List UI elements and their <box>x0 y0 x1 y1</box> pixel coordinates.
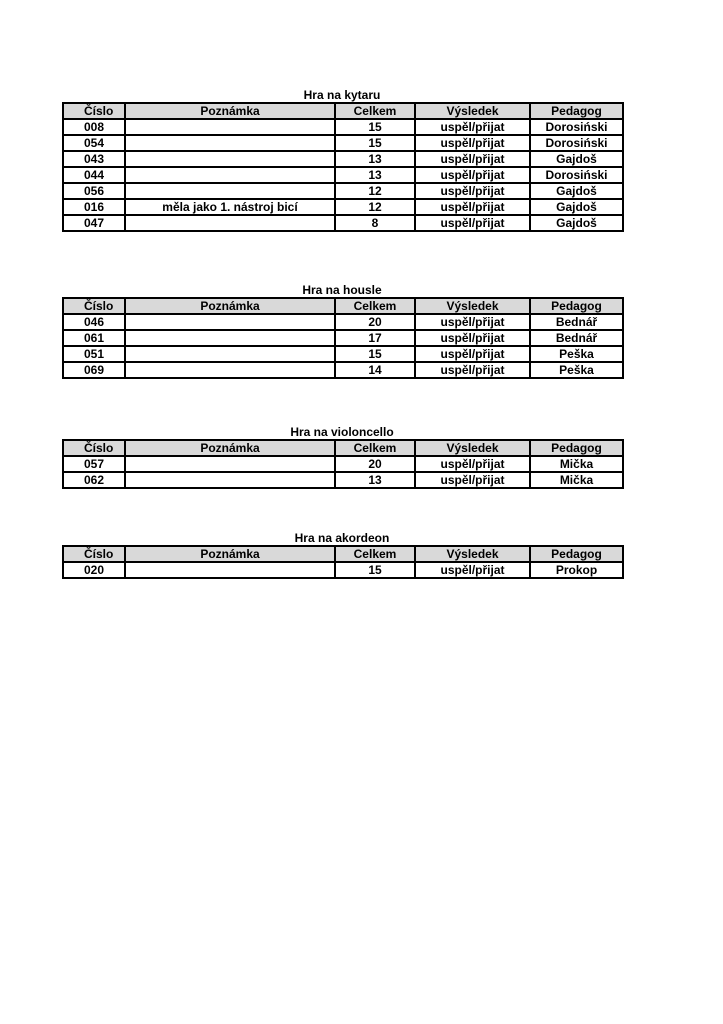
results-table <box>62 102 624 232</box>
cell-pedagog: Bednář <box>530 330 623 346</box>
cell-celkem: 14 <box>335 362 415 378</box>
table-row <box>63 362 623 378</box>
col-header-cislo: Číslo <box>63 103 125 119</box>
col-header-poznamka: Poznámka <box>125 298 335 314</box>
col-header-pedagog: Pedagog <box>530 103 623 119</box>
cell-vysledek: uspěl/přijat <box>415 472 530 488</box>
cell-poznamka <box>125 362 335 378</box>
cell-celkem: 12 <box>335 183 415 199</box>
section-violoncello <box>62 425 622 489</box>
col-header-pedagog: Pedagog <box>530 298 623 314</box>
col-header-celkem: Celkem <box>335 103 415 119</box>
table-row <box>63 456 623 472</box>
cell-cislo: 046 <box>63 314 125 330</box>
table-row <box>63 199 623 215</box>
cell-vysledek: uspěl/přijat <box>415 151 530 167</box>
table-row <box>63 167 623 183</box>
cell-cislo: 020 <box>63 562 125 578</box>
table-row <box>63 135 623 151</box>
cell-pedagog: Gajdoš <box>530 215 623 231</box>
col-header-vysledek: Výsledek <box>415 546 530 562</box>
table-row <box>63 562 623 578</box>
table-row <box>63 119 623 135</box>
cell-poznamka <box>125 456 335 472</box>
table-row <box>63 183 623 199</box>
section-title: Hra na akordeon <box>294 531 390 545</box>
cell-cislo: 056 <box>63 183 125 199</box>
cell-celkem: 15 <box>335 135 415 151</box>
header-row <box>63 103 623 119</box>
col-header-poznamka: Poznámka <box>125 103 335 119</box>
cell-cislo: 043 <box>63 151 125 167</box>
cell-poznamka <box>125 215 335 231</box>
cell-poznamka <box>125 346 335 362</box>
table-row <box>63 472 623 488</box>
table-row <box>63 314 623 330</box>
cell-celkem: 20 <box>335 456 415 472</box>
section-title: Hra na housle <box>302 283 382 297</box>
cell-cislo: 062 <box>63 472 125 488</box>
header-row <box>63 546 623 562</box>
cell-poznamka <box>125 119 335 135</box>
header-row <box>63 440 623 456</box>
cell-vysledek: uspěl/přijat <box>415 314 530 330</box>
section-title: Hra na kytaru <box>303 88 381 102</box>
section-kytara <box>62 88 622 232</box>
cell-cislo: 047 <box>63 215 125 231</box>
cell-vysledek: uspěl/přijat <box>415 346 530 362</box>
cell-poznamka <box>125 330 335 346</box>
col-header-celkem: Celkem <box>335 298 415 314</box>
cell-celkem: 17 <box>335 330 415 346</box>
cell-pedagog: Gajdoš <box>530 183 623 199</box>
cell-cislo: 051 <box>63 346 125 362</box>
cell-poznamka <box>125 183 335 199</box>
cell-poznamka <box>125 167 335 183</box>
cell-vysledek: uspěl/přijat <box>415 330 530 346</box>
cell-poznamka <box>125 314 335 330</box>
cell-cislo: 057 <box>63 456 125 472</box>
col-header-vysledek: Výsledek <box>415 440 530 456</box>
cell-vysledek: uspěl/přijat <box>415 119 530 135</box>
cell-celkem: 13 <box>335 167 415 183</box>
cell-pedagog: Gajdoš <box>530 199 623 215</box>
col-header-cislo: Číslo <box>63 546 125 562</box>
table-row <box>63 330 623 346</box>
cell-cislo: 044 <box>63 167 125 183</box>
cell-cislo: 054 <box>63 135 125 151</box>
table-row <box>63 151 623 167</box>
cell-vysledek: uspěl/přijat <box>415 167 530 183</box>
col-header-vysledek: Výsledek <box>415 103 530 119</box>
cell-poznamka: měla jako 1. nástroj bicí <box>125 199 335 215</box>
cell-celkem: 12 <box>335 199 415 215</box>
cell-celkem: 13 <box>335 472 415 488</box>
cell-celkem: 13 <box>335 151 415 167</box>
cell-pedagog: Mička <box>530 456 623 472</box>
section-housle <box>62 283 622 379</box>
cell-poznamka <box>125 135 335 151</box>
section-title: Hra na violoncello <box>290 425 394 439</box>
cell-cislo: 016 <box>63 199 125 215</box>
cell-pedagog: Dorosiński <box>530 119 623 135</box>
cell-celkem: 8 <box>335 215 415 231</box>
cell-pedagog: Peška <box>530 346 623 362</box>
results-table <box>62 545 624 579</box>
section-akordeon <box>62 531 622 579</box>
col-header-celkem: Celkem <box>335 546 415 562</box>
cell-vysledek: uspěl/přijat <box>415 362 530 378</box>
cell-vysledek: uspěl/přijat <box>415 215 530 231</box>
col-header-pedagog: Pedagog <box>530 440 623 456</box>
cell-celkem: 15 <box>335 346 415 362</box>
cell-vysledek: uspěl/přijat <box>415 562 530 578</box>
cell-pedagog: Dorosiński <box>530 167 623 183</box>
cell-pedagog: Mička <box>530 472 623 488</box>
table-row <box>63 215 623 231</box>
header-row <box>63 298 623 314</box>
col-header-pedagog: Pedagog <box>530 546 623 562</box>
cell-celkem: 15 <box>335 562 415 578</box>
cell-vysledek: uspěl/přijat <box>415 135 530 151</box>
col-header-vysledek: Výsledek <box>415 298 530 314</box>
col-header-cislo: Číslo <box>63 440 125 456</box>
cell-pedagog: Dorosiński <box>530 135 623 151</box>
cell-poznamka <box>125 151 335 167</box>
cell-vysledek: uspěl/přijat <box>415 199 530 215</box>
cell-pedagog: Gajdoš <box>530 151 623 167</box>
cell-pedagog: Peška <box>530 362 623 378</box>
cell-pedagog: Bednář <box>530 314 623 330</box>
col-header-celkem: Celkem <box>335 440 415 456</box>
cell-vysledek: uspěl/přijat <box>415 456 530 472</box>
results-table <box>62 439 624 489</box>
cell-cislo: 069 <box>63 362 125 378</box>
cell-pedagog: Prokop <box>530 562 623 578</box>
table-row <box>63 346 623 362</box>
col-header-poznamka: Poznámka <box>125 546 335 562</box>
cell-celkem: 15 <box>335 119 415 135</box>
cell-cislo: 008 <box>63 119 125 135</box>
cell-cislo: 061 <box>63 330 125 346</box>
col-header-poznamka: Poznámka <box>125 440 335 456</box>
cell-vysledek: uspěl/přijat <box>415 183 530 199</box>
cell-poznamka <box>125 562 335 578</box>
cell-celkem: 20 <box>335 314 415 330</box>
results-table <box>62 297 624 379</box>
col-header-cislo: Číslo <box>63 298 125 314</box>
cell-poznamka <box>125 472 335 488</box>
